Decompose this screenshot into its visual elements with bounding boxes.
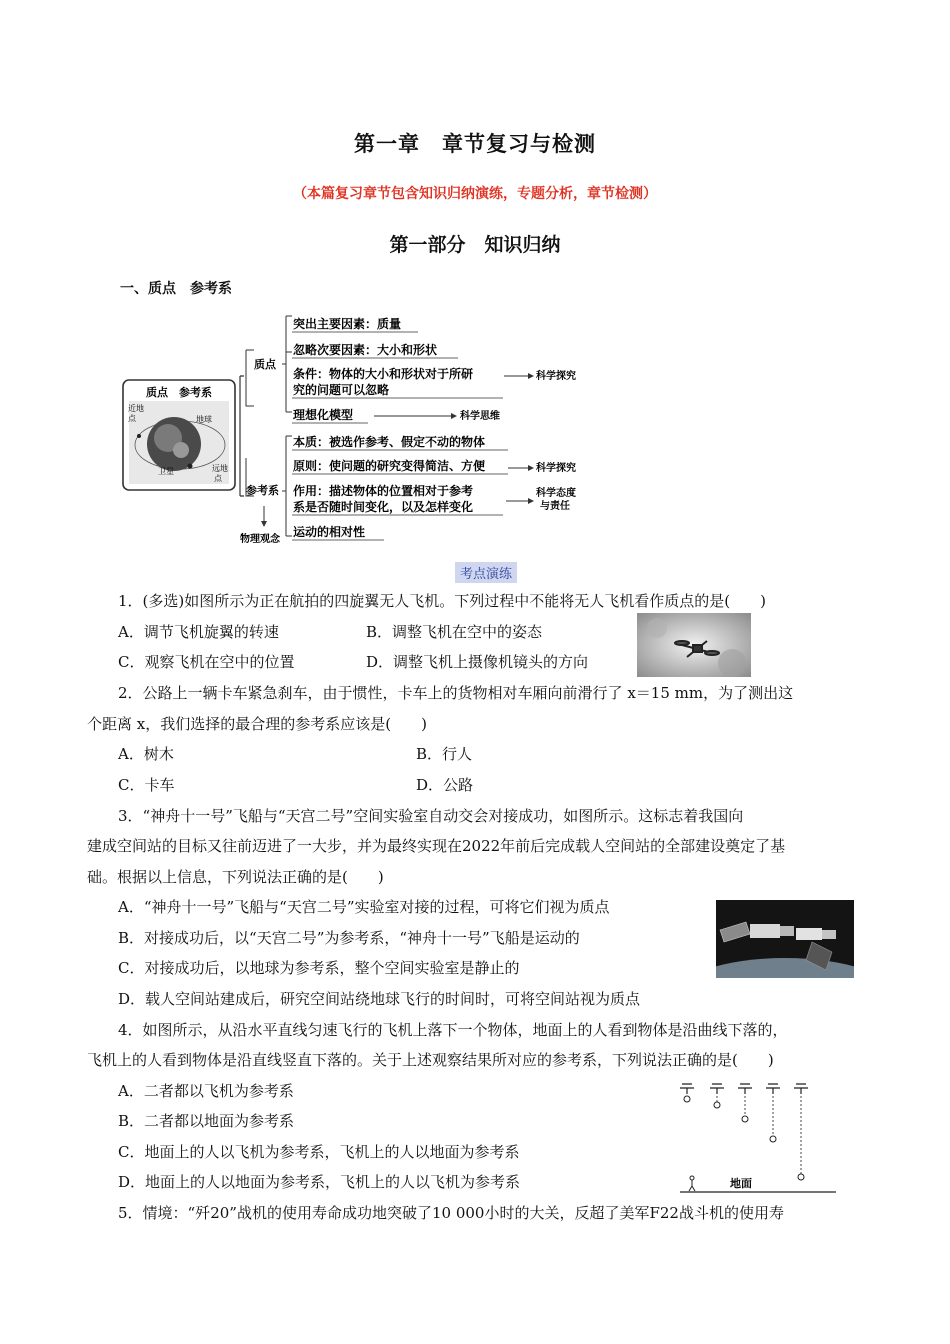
- box-title: 质点 参考系: [146, 386, 212, 399]
- far-label-2: 点: [214, 474, 222, 483]
- q2-stem-line1: 2．公路上一辆卡车紧急刹车，由于惯性，卡车上的货物相对车厢向前滑行了 x＝15 mm，为了测出这: [118, 684, 794, 702]
- falling-objects: [684, 1096, 804, 1180]
- earth-label: 地球: [196, 415, 212, 424]
- label-kexuetanjiu-1: 科学探究: [536, 371, 576, 382]
- q2-option-a: A．树木: [118, 745, 174, 763]
- q1-option-d: D．调整飞机上摄像机镜头的方向: [366, 653, 589, 671]
- q1-option-c: C．观察飞机在空中的位置: [118, 653, 295, 671]
- q3-option-b: B．对接成功后，以“天宫二号”为参考系，“神舟十一号”飞船是运动的: [118, 929, 580, 947]
- q5-stem-line1: 5．情境：“歼20”战机的使用寿命成功地突破了10 000小时的大关，反超了美军F22战斗机的使用寿: [118, 1204, 784, 1222]
- q2-option-b: B．行人: [416, 745, 473, 763]
- item-7a: 作用：描述物体的位置相对于参考: [293, 484, 474, 498]
- q4-option-c: C．地面上的人以飞机为参考系，飞机上的人以地面为参考系: [118, 1143, 520, 1161]
- label-kexuetaidu: 科学态度: [536, 488, 576, 499]
- drone-photo: [637, 613, 751, 677]
- q4-stem-line1: 4．如图所示，从沿水平直线匀速飞行的飞机上落下一个物体，地面上的人看到物体是沿曲线下落的，: [118, 1021, 788, 1039]
- item-6: 原则：使问题的研究变得简洁、方便: [293, 459, 486, 473]
- q2-option-d: D．公路: [416, 776, 474, 794]
- q1-stem: 1．(多选)如图所示为正在航拍的四旋翼无人飞机。下列过程中不能将无人飞机看作质点的是( ): [118, 592, 766, 610]
- zhidian-label: 质点: [254, 358, 276, 371]
- satellite-label: 卫星: [158, 467, 174, 476]
- item-4: 理想化模型: [293, 408, 354, 422]
- q2-stem-line2: 个距离 x，我们选择的最合理的参考系应该是( ): [87, 715, 427, 733]
- label-kexuesiwei: 科学思维: [460, 411, 500, 422]
- q3-stem-line2: 建成空间站的目标又往前迈进了一大步，并为最终实现在2022年前后完成载人空间站的全部建设奠定了基: [87, 837, 786, 855]
- ground-label: 地面: [730, 1177, 752, 1190]
- item-5: 本质：被选作参考、假定不动的物体: [293, 435, 486, 449]
- practice-tag: 考点演练: [455, 562, 517, 583]
- label-yuzeren: 与责任: [540, 501, 570, 512]
- q3-stem-line1: 3．“神舟十一号”飞船与“天宫二号”空间实验室自动交会对接成功，如图所示。这标志着我国向: [118, 807, 744, 825]
- label-kexuetanjiu-2: 科学探究: [536, 463, 576, 474]
- falling-object-diagram: [670, 1078, 842, 1196]
- item-2: 忽略次要因素：大小和形状: [293, 343, 438, 357]
- q4-option-a: A．二者都以飞机为参考系: [118, 1082, 294, 1100]
- chapter-title: 第一章 章节复习与检测: [354, 131, 596, 156]
- item-7b: 系是否随时间变化，以及怎样变化: [293, 500, 474, 514]
- q1-option-a: A．调节飞机旋翼的转速: [118, 623, 279, 641]
- q3-option-d: D．载人空间站建成后，研究空间站绕地球飞行的时间时，可将空间站视为质点: [118, 990, 641, 1008]
- section-heading: 一、质点 参考系: [120, 281, 232, 297]
- spacecraft-photo: [716, 900, 854, 978]
- far-label: 远地: [212, 464, 228, 473]
- item-8: 运动的相对性: [293, 525, 366, 539]
- q4-option-b: B．二者都以地面为参考系: [118, 1112, 295, 1130]
- fall-paths: [717, 1096, 801, 1174]
- satellite-icon: [188, 464, 193, 469]
- q3-option-c: C．对接成功后，以地球为参考系，整个空间实验室是静止的: [118, 959, 520, 977]
- item-3a: 条件：物体的大小和形状对于所研: [293, 367, 474, 381]
- item-3b: 究的问题可以忽略: [293, 383, 390, 397]
- near-label: 近地: [128, 404, 144, 413]
- item-1: 突出主要因素：质量: [293, 317, 402, 331]
- near-label-2: 点: [128, 414, 136, 423]
- cankaoxi-label: 参考系: [246, 484, 279, 497]
- q2-option-c: C．卡车: [118, 776, 175, 794]
- q1-option-b: B．调整飞机在空中的姿态: [366, 623, 543, 641]
- q4-stem-line2: 飞机上的人看到物体是沿直线竖直下落的。关于上述观察结果所对应的参考系，下列说法正确的是( ): [87, 1051, 774, 1069]
- q3-stem-line3: 础。根据以上信息，下列说法正确的是( ): [87, 868, 384, 886]
- wuli-label: 物理观念: [240, 534, 280, 545]
- q4-option-d: D．地面上的人以地面为参考系，飞机上的人以飞机为参考系: [118, 1173, 521, 1191]
- chapter-subtitle: （本篇复习章节包含知识归纳演练，专题分析，章节检测）: [293, 186, 657, 202]
- part-title: 第一部分 知识归纳: [389, 234, 561, 256]
- person-icon: [689, 1176, 695, 1191]
- plane-icons: [680, 1084, 808, 1094]
- concept-map: [118, 308, 598, 548]
- q3-option-a: A．“神舟十一号”飞船与“天宫二号”实验室对接的过程，可将它们视为质点: [118, 898, 610, 916]
